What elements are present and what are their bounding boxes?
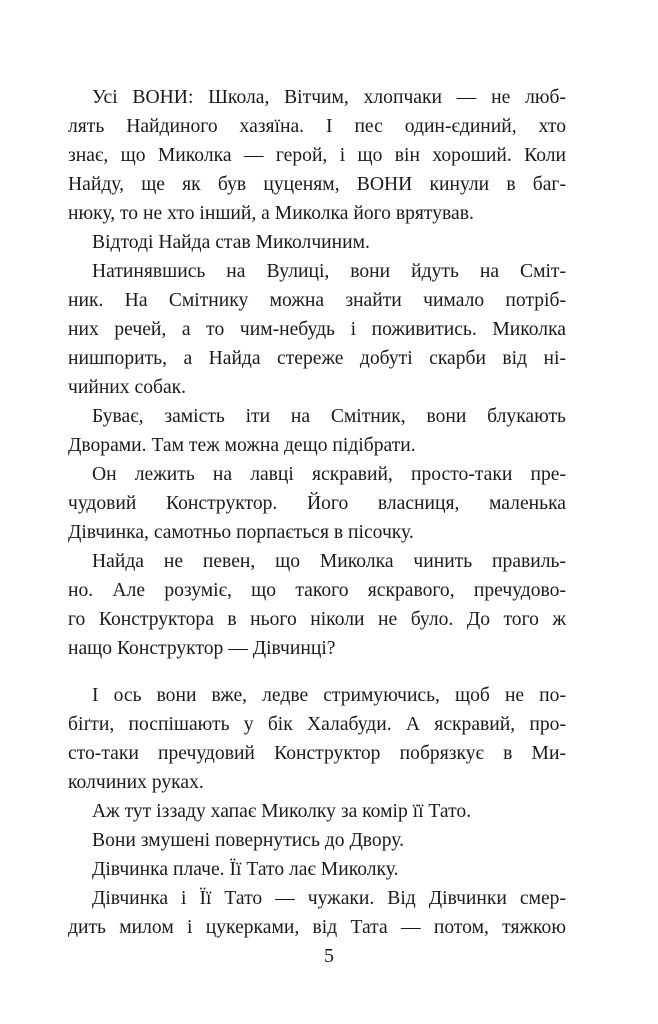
text-line: но. Але розуміє, що такого яскравого, пречудово- [68, 580, 566, 601]
text-line: І ось вони вже, ледве стримуючись, щоб не по- [92, 685, 566, 706]
text-line: нащо Конструктор — Дівчинці? [68, 638, 336, 659]
body-text [68, 83, 566, 942]
text-line: ник. На Смітнику можна знайти чимало потріб- [68, 290, 566, 311]
text-line: Аж тут іззаду хапає Миколку за комір її Тато. [92, 801, 472, 822]
text-line: Натинявшись на Вулиці, вони йдуть на Сміт- [92, 261, 566, 282]
text-line: знає, що Миколка — герой, і що він хороший. Коли [68, 145, 566, 166]
text-line: біґти, поспішають у бік Халабуди. А яскравий, про- [68, 714, 566, 735]
text-line: нюку, то не хто інший, а Миколка його врятував. [68, 203, 474, 224]
text-line: них речей, а то чим-небудь і поживитись. Миколка [68, 319, 566, 340]
text-line: сто-таки пречудовий Конструктор побрязкує в Ми- [68, 743, 566, 764]
text-line: Дівчинка і Її Тато — чужаки. Від Дівчинки смер- [92, 888, 566, 909]
text-line: Найду, ще як був цуценям, ВОНИ кинули в баг- [68, 174, 566, 195]
text-line: Он лежить на лавці яскравий, просто-таки пре- [92, 464, 566, 485]
text-line: Дівчинка, самотньо порпається в пісочку. [68, 522, 414, 543]
text-line: го Конструктора в нього ніколи не було. До того ж [68, 609, 566, 630]
text-line: Відтоді Найда став Миколчиним. [92, 232, 370, 253]
scene-break [68, 663, 566, 681]
text-line: Усі ВОНИ: Школа, Вітчим, хлопчаки — не люб- [92, 87, 566, 108]
text-line: Дворами. Там теж можна дещо підібрати. [68, 435, 416, 456]
text-line: Буває, замість іти на Смітник, вони блукають [92, 406, 566, 427]
text-line: чудовий Конструктор. Його власниця, маленька [68, 493, 566, 514]
text-line: Найда не певен, що Миколка чинить правиль- [92, 551, 566, 572]
page-number: 5 [324, 945, 334, 967]
text-line: Дівчинка плаче. Її Тато лає Миколку. [92, 859, 399, 880]
text-line: лять Найдиного хазяїна. І пес один-єдиний, хто [68, 116, 566, 137]
text-line: нишпорить, а Найда стереже добуті скарби від ні- [68, 348, 566, 369]
text-line: колчиних руках. [68, 772, 204, 793]
text-line: чийних собак. [68, 377, 187, 398]
text-line: дить милом і цукерками, від Тата — потом, тяжкою [68, 917, 566, 938]
text-line: Вони змушені повернутись до Двору. [92, 830, 404, 851]
